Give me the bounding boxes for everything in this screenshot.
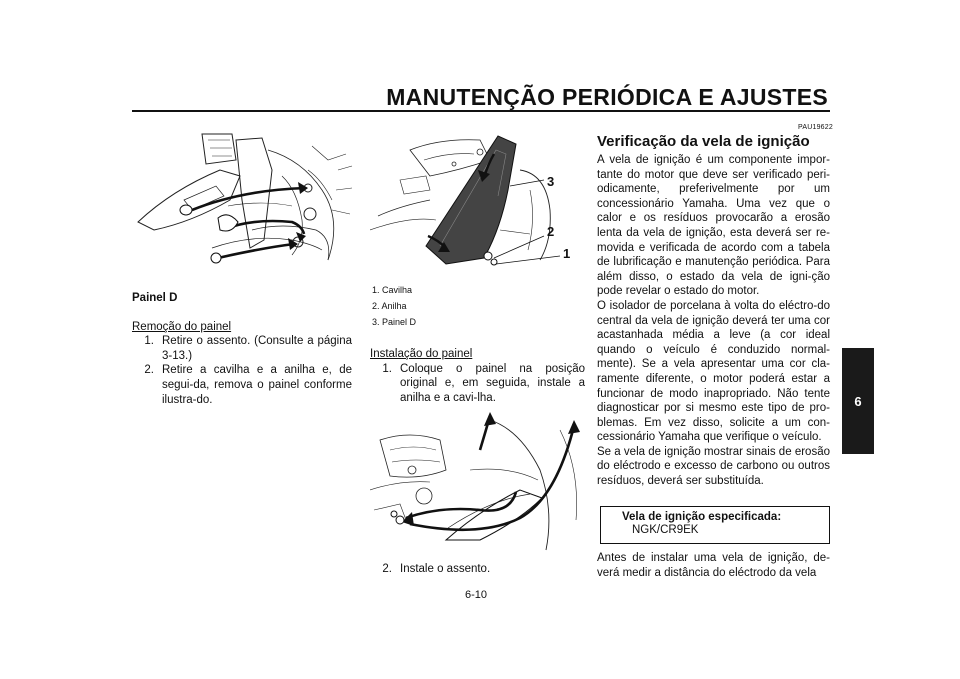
subheading-installation: Instalação do painel: [370, 348, 473, 360]
spec-value: NGK/CR9EK: [632, 524, 699, 536]
figure-legend: [372, 282, 416, 330]
chapter-tab[interactable]: 6: [842, 348, 874, 454]
paragraph: Antes de instalar uma vela de ignição, de-verá medir a distância do eléctrodo da vela: [597, 552, 830, 579]
panel-removal-illustration: [132, 130, 354, 273]
paragraph: A vela de ignição é um componente impor-tante do motor que deve ser verificado peri-odicamente, preferivelmente por um concessionário Yamaha. Uma vez que o calor e os resíduos provocarão a erosão lenta da vela de ignição, esta deverá ser re-movida e verificada de acordo com a tabela de lubrificação e manutenção periódica. Para além disso, o estado da vela de igni-ção pode revelar o estado do motor.: [597, 154, 830, 298]
list-item: 1. Coloque o painel na posição original e, em seguida, instale a anilha e a cavi-lha.: [382, 362, 585, 404]
list-item: 1. Retire o assento. (Consulte a página 3-13.): [144, 335, 352, 362]
installation-steps: [370, 362, 585, 406]
legend-item: 2. Anilha: [372, 301, 407, 311]
list-item: 2. Instale o assento.: [382, 563, 491, 575]
section-heading-painel-d: Painel D: [132, 292, 178, 304]
list-item: 2. Retire a cavilha e a anilha e, de segui-da, remova o painel conforme ilustra-do.: [144, 364, 352, 406]
right-column: [597, 153, 830, 489]
panel-callouts-illustration: [370, 130, 592, 273]
left-column: [132, 291, 352, 407]
right-column-after-spec: [597, 551, 830, 580]
callout-2: 2: [547, 224, 555, 239]
middle-column-after-figure: [370, 562, 585, 577]
removal-steps: [132, 334, 352, 407]
middle-column: [370, 347, 585, 405]
legend-item: 3. Painel D: [372, 317, 417, 327]
paragraph: Se a vela de ignição mostrar sinais de erosão do eléctrodo e excesso de carbono ou outros resíduos, deverá ser substituída.: [597, 445, 830, 488]
spec-title: Vela de ignição especificada:: [622, 511, 782, 523]
page-number: 6-10: [465, 589, 488, 601]
spec-box: [600, 506, 830, 544]
subheading-removal: Remoção do painel: [132, 320, 232, 333]
figure-panel-callouts: [370, 130, 592, 273]
reference-code: PAU19622: [798, 124, 833, 131]
callout-3: 3: [547, 174, 555, 189]
paragraph: O isolador de porcelana à volta do eléctro-do central da vela de ignição deverá ter uma cor acastanhada média a leve (a cor ideal quando o veículo é conduzido normal-mente). Se a vela apresentar uma cor cla-ramente diferente, o motor poderá estar a funcionar de modo inapropriado. Não tente diagnosticar por si mesmo este tipo de pro-blemas. Em vez disso, solicite a um con-cessionário Yamaha que verifique o veículo.: [597, 299, 830, 444]
section-title-spark-plug: Verificação da vela de ignição: [597, 133, 810, 150]
figure-panel-removal: [132, 130, 354, 273]
callout-1: 1: [563, 246, 571, 261]
installation-steps-continued: [370, 562, 585, 577]
header-rule: [132, 110, 830, 112]
panel-installation-illustration: [370, 410, 592, 553]
page-header-title: MANUTENÇÃO PERIÓDICA E AJUSTES: [386, 84, 828, 110]
legend-item: 1. Cavilha: [372, 285, 413, 295]
figure-panel-installation: [370, 410, 592, 553]
